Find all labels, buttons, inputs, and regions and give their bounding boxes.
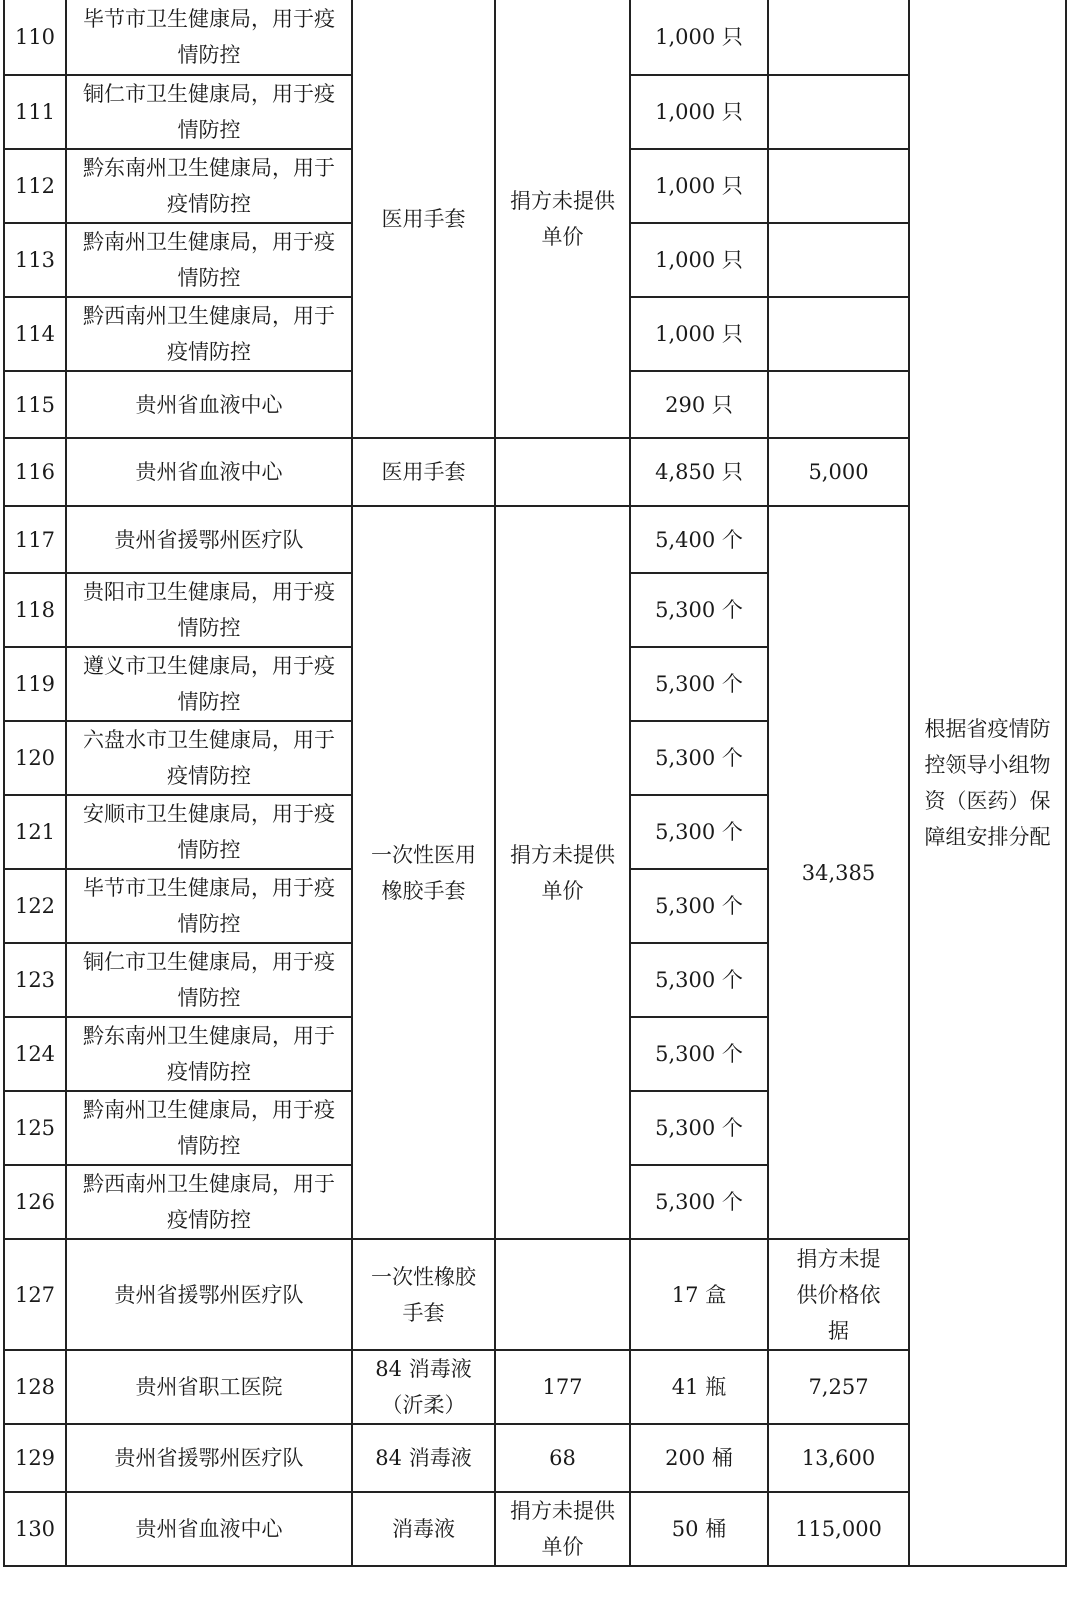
quantity: 1,000 只	[630, 0, 768, 75]
row-number: 126	[4, 1165, 66, 1239]
recipient-unit: 铜仁市卫生健康局，用于疫情防控	[66, 943, 352, 1017]
recipient-unit: 贵州省职工医院	[66, 1350, 352, 1424]
quantity: 5,300 个	[630, 1017, 768, 1091]
unit-price	[495, 438, 630, 506]
recipient-unit: 贵州省血液中心	[66, 1492, 352, 1566]
quantity: 1,000 只	[630, 149, 768, 223]
row-number: 110	[4, 0, 66, 75]
value-amount: 13,600	[768, 1424, 909, 1492]
quantity: 17 盒	[630, 1239, 768, 1350]
table-row	[4, 438, 1066, 506]
unit-price: 捐方未提供单价	[495, 506, 630, 1239]
row-number: 124	[4, 1017, 66, 1091]
quantity: 5,300 个	[630, 943, 768, 1017]
row-number: 128	[4, 1350, 66, 1424]
recipient-unit: 黔南州卫生健康局，用于疫情防控	[66, 223, 352, 297]
value-amount: 5,000	[768, 438, 909, 506]
unit-price: 177	[495, 1350, 630, 1424]
item-name: 一次性医用橡胶手套	[352, 506, 495, 1239]
recipient-unit: 黔西南州卫生健康局，用于疫情防控	[66, 297, 352, 371]
quantity: 5,300 个	[630, 869, 768, 943]
row-number: 130	[4, 1492, 66, 1566]
quantity: 290 只	[630, 371, 768, 438]
recipient-unit: 黔南州卫生健康局，用于疫情防控	[66, 1091, 352, 1165]
row-number: 115	[4, 371, 66, 438]
quantity: 41 瓶	[630, 1350, 768, 1424]
row-number: 114	[4, 297, 66, 371]
value-amount: 捐方未提供价格依据	[768, 1239, 909, 1350]
donation-allocation-table	[3, 0, 1067, 1567]
row-number: 125	[4, 1091, 66, 1165]
recipient-unit: 毕节市卫生健康局，用于疫情防控	[66, 869, 352, 943]
row-number: 121	[4, 795, 66, 869]
item-name: 医用手套	[352, 0, 495, 438]
row-number: 113	[4, 223, 66, 297]
allocation-note: 根据省疫情防控领导小组物资（医药）保障组安排分配	[909, 0, 1066, 1566]
recipient-unit: 贵州省援鄂州医疗队	[66, 1239, 352, 1350]
row-number: 118	[4, 573, 66, 647]
row-number: 111	[4, 75, 66, 149]
row-number: 119	[4, 647, 66, 721]
table-row	[4, 1492, 1066, 1566]
value-amount	[768, 0, 909, 75]
row-number: 127	[4, 1239, 66, 1350]
recipient-unit: 黔东南州卫生健康局，用于疫情防控	[66, 1017, 352, 1091]
recipient-unit: 遵义市卫生健康局，用于疫情防控	[66, 647, 352, 721]
item-name: 一次性橡胶手套	[352, 1239, 495, 1350]
item-name: 84 消毒液	[352, 1424, 495, 1492]
recipient-unit: 六盘水市卫生健康局，用于疫情防控	[66, 721, 352, 795]
table-row	[4, 506, 1066, 573]
quantity: 200 桶	[630, 1424, 768, 1492]
quantity: 1,000 只	[630, 75, 768, 149]
table-row	[4, 1424, 1066, 1492]
row-number: 116	[4, 438, 66, 506]
quantity: 1,000 只	[630, 297, 768, 371]
recipient-unit: 贵州省血液中心	[66, 438, 352, 506]
row-number: 112	[4, 149, 66, 223]
unit-price: 捐方未提供单价	[495, 1492, 630, 1566]
value-amount	[768, 149, 909, 223]
unit-price: 68	[495, 1424, 630, 1492]
table-row	[4, 1350, 1066, 1424]
recipient-unit: 安顺市卫生健康局，用于疫情防控	[66, 795, 352, 869]
row-number: 122	[4, 869, 66, 943]
row-number: 117	[4, 506, 66, 573]
recipient-unit: 贵阳市卫生健康局，用于疫情防控	[66, 573, 352, 647]
quantity: 5,300 个	[630, 795, 768, 869]
recipient-unit: 贵州省援鄂州医疗队	[66, 506, 352, 573]
value-amount	[768, 297, 909, 371]
row-number: 120	[4, 721, 66, 795]
unit-price	[495, 1239, 630, 1350]
value-amount: 7,257	[768, 1350, 909, 1424]
quantity: 4,850 只	[630, 438, 768, 506]
value-amount	[768, 371, 909, 438]
recipient-unit: 毕节市卫生健康局，用于疫情防控	[66, 0, 352, 75]
row-number: 129	[4, 1424, 66, 1492]
item-name: 消毒液	[352, 1492, 495, 1566]
quantity: 5,300 个	[630, 721, 768, 795]
quantity: 5,300 个	[630, 1165, 768, 1239]
quantity: 1,000 只	[630, 223, 768, 297]
recipient-unit: 黔西南州卫生健康局，用于疫情防控	[66, 1165, 352, 1239]
row-number: 123	[4, 943, 66, 1017]
quantity: 50 桶	[630, 1492, 768, 1566]
unit-price: 捐方未提供单价	[495, 0, 630, 438]
value-amount: 34,385	[768, 506, 909, 1239]
value-amount	[768, 223, 909, 297]
table-row	[4, 1239, 1066, 1350]
recipient-unit: 铜仁市卫生健康局，用于疫情防控	[66, 75, 352, 149]
value-amount: 115,000	[768, 1492, 909, 1566]
quantity: 5,300 个	[630, 573, 768, 647]
recipient-unit: 贵州省援鄂州医疗队	[66, 1424, 352, 1492]
recipient-unit: 黔东南州卫生健康局，用于疫情防控	[66, 149, 352, 223]
item-name: 84 消毒液（沂柔）	[352, 1350, 495, 1424]
quantity: 5,300 个	[630, 647, 768, 721]
quantity: 5,400 个	[630, 506, 768, 573]
value-amount	[768, 75, 909, 149]
item-name: 医用手套	[352, 438, 495, 506]
recipient-unit: 贵州省血液中心	[66, 371, 352, 438]
quantity: 5,300 个	[630, 1091, 768, 1165]
table-row	[4, 0, 1066, 75]
